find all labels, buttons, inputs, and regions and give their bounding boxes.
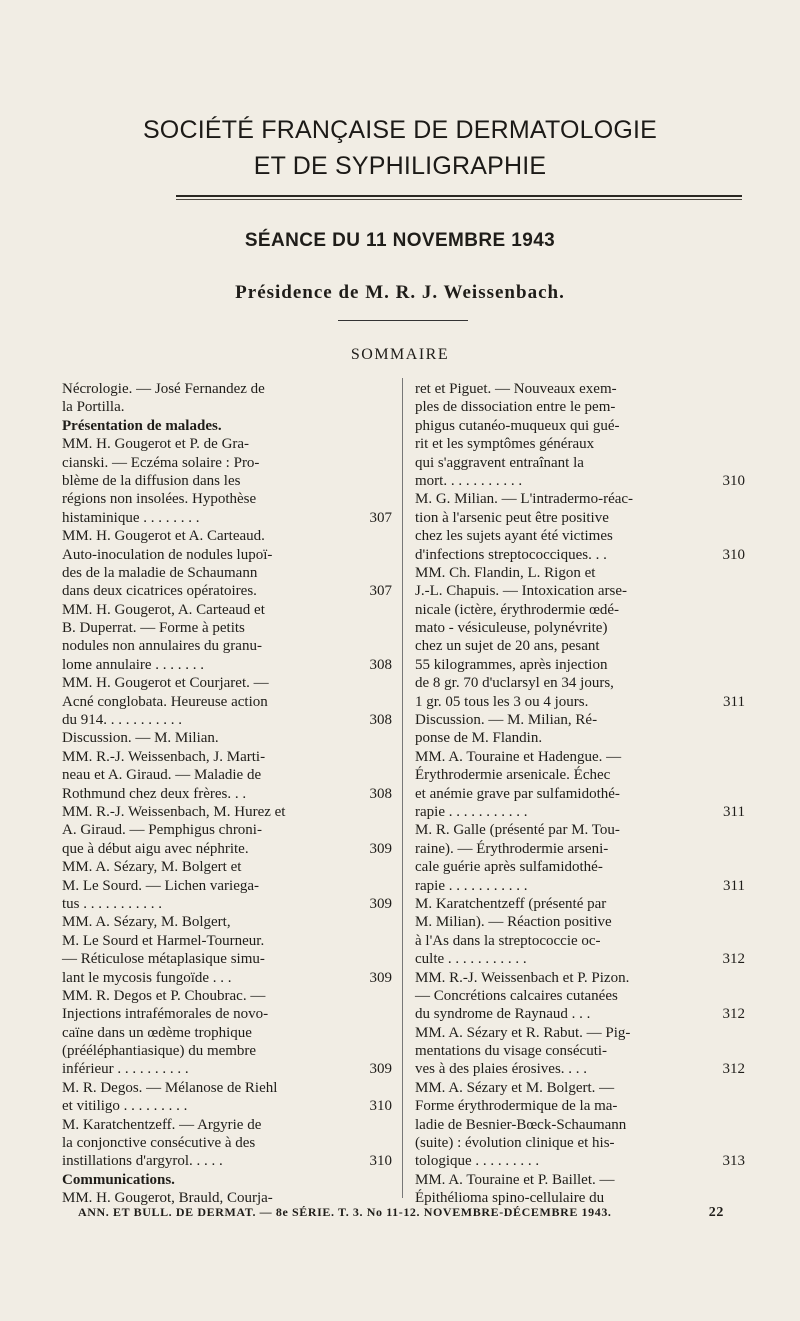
journal-footer xyxy=(78,1205,724,1220)
entry-text: et vitiligo . . . . . . . . . xyxy=(62,1098,188,1115)
short-divider xyxy=(338,320,468,321)
entry-page-number: 312 xyxy=(722,1061,745,1078)
summary-entry-line xyxy=(62,877,392,895)
summary-entry-line xyxy=(415,987,745,1005)
entry-page-number: 311 xyxy=(723,693,745,710)
entry-text: Communications. xyxy=(62,1171,175,1188)
entry-page-number: 313 xyxy=(722,1153,745,1170)
header-rule-thin xyxy=(176,199,742,200)
entry-text: Acné conglobata. Heureuse action xyxy=(62,693,268,710)
entry-page-number: 310 xyxy=(722,472,745,489)
entry-text: mentations du visage consécuti- xyxy=(415,1043,608,1060)
entry-text: inférieur . . . . . . . . . . xyxy=(62,1061,189,1078)
entry-text: chez un sujet de 20 ans, pesant xyxy=(415,638,600,655)
summary-entry-line xyxy=(62,1134,392,1152)
summary-heading: SOMMAIRE xyxy=(350,346,450,363)
summary-entry-line xyxy=(62,454,392,472)
entry-text: nicale (ictère, érythrodermie œdé- xyxy=(415,601,620,618)
summary-entry-line xyxy=(415,766,745,784)
summary-entry-line-with-page xyxy=(415,472,745,490)
entry-text: neau et A. Giraud. — Maladie de xyxy=(62,767,262,784)
summary-entry-line xyxy=(415,840,745,858)
summary-entry-line xyxy=(415,1171,745,1189)
summary-entry-line xyxy=(62,674,392,692)
summary-entry-line xyxy=(62,1079,392,1097)
summary-entry-line xyxy=(62,490,392,508)
summary-entry-line xyxy=(415,601,745,619)
entry-text: Épithélioma spino-cellulaire du xyxy=(415,1190,605,1207)
entry-text: MM. A. Touraine et P. Baillet. — xyxy=(415,1171,615,1188)
entry-text: de 8 gr. 70 d'uclarsyl en 34 jours, xyxy=(415,675,614,692)
entry-text: chez les sujets ayant été victimes xyxy=(415,528,613,545)
summary-entry-line xyxy=(62,858,392,876)
entry-page-number: 310 xyxy=(722,546,745,563)
entry-page-number: 308 xyxy=(369,712,392,729)
entry-text: Érythrodermie arsenicale. Échec xyxy=(415,767,611,784)
entry-text: MM. A. Sézary et M. Bolgert. — xyxy=(415,1079,615,1096)
entry-text: Rothmund chez deux frères. . . xyxy=(62,785,247,802)
entry-text: la conjonctive consécutive à des xyxy=(62,1135,256,1152)
page-number: 22 xyxy=(708,1205,724,1220)
summary-entry-line xyxy=(415,435,745,453)
entry-text: M. Karatchentzeff (présenté par xyxy=(415,895,607,912)
entry-text: tion à l'arsenic peut être positive xyxy=(415,509,609,526)
entry-text: qui s'aggravent entraînant la xyxy=(415,454,584,471)
entry-text: M. Le Sourd. — Lichen variega- xyxy=(62,877,260,894)
summary-entry-line xyxy=(415,527,745,545)
summary-entry-line xyxy=(415,509,745,527)
summary-entry-line xyxy=(62,1024,392,1042)
footer-citation: ANN. ET BULL. DE DERMAT. — 8e SÉRIE. T. 3. No 11-12. NOVEMBRE-DÉCEMBRE 1943. xyxy=(78,1205,612,1219)
summary-entry-line-with-page xyxy=(62,711,392,729)
entry-text: MM. Ch. Flandin, L. Rigon et xyxy=(415,564,596,581)
summary-entry-line xyxy=(415,913,745,931)
entry-text: MM. H. Gougerot et A. Carteaud. xyxy=(62,528,265,545)
entry-text: nodules non annulaires du granu- xyxy=(62,638,262,655)
entry-text: MM. A. Sézary, M. Bolgert et xyxy=(62,859,242,876)
entry-text: ret et Piguet. — Nouveaux exem- xyxy=(415,381,617,397)
summary-entry-line xyxy=(415,821,745,839)
summary-entry-line xyxy=(415,748,745,766)
column-separator xyxy=(402,378,403,1198)
entry-text: MM. R.-J. Weissenbach et P. Pizon. xyxy=(415,969,630,986)
entry-page-number: 308 xyxy=(369,656,392,673)
entry-text: lant le mycosis fungoïde . . . xyxy=(62,969,232,986)
entry-page-number: 312 xyxy=(722,1006,745,1023)
entry-text: rapie . . . . . . . . . . . xyxy=(415,877,528,894)
entry-text: Forme érythrodermique de la ma- xyxy=(415,1098,618,1115)
entry-text: M. Milian). — Réaction positive xyxy=(415,914,612,931)
entry-text: du 914. . . . . . . . . . . xyxy=(62,712,182,729)
entry-text: MM. R.-J. Weissenbach, J. Marti- xyxy=(62,748,266,765)
entry-text: MM. R. Degos et P. Choubrac. — xyxy=(62,987,266,1004)
summary-entry-line-with-page xyxy=(62,1060,392,1078)
summary-entry-line xyxy=(62,637,392,655)
summary-entry-line-with-page xyxy=(415,546,745,564)
summary-entry-line xyxy=(415,1097,745,1115)
entry-page-number: 309 xyxy=(369,969,392,986)
entry-text: MM. R.-J. Weissenbach, M. Hurez et xyxy=(62,803,286,820)
summary-entry-line-with-page xyxy=(415,877,745,895)
summary-entry-line xyxy=(415,785,745,803)
session-date-heading: SÉANCE DU 11 NOVEMBRE 1943 xyxy=(244,230,556,251)
society-title-line2: ET DE SYPHILIGRAPHIE xyxy=(253,152,547,180)
summary-entry-line xyxy=(62,380,392,398)
entry-text: Injections intrafémorales de novo- xyxy=(62,1006,269,1023)
entry-text: (suite) : évolution clinique et his- xyxy=(415,1135,615,1152)
entry-text: MM. A. Touraine et Hadengue. — xyxy=(415,748,622,765)
summary-entry-line xyxy=(62,1116,392,1134)
entry-text: MM. A. Sézary et R. Rabut. — Pig- xyxy=(415,1024,631,1041)
entry-text: mort. . . . . . . . . . . xyxy=(415,472,523,489)
summary-entry-line xyxy=(415,932,745,950)
summary-entry-line xyxy=(62,435,392,453)
entry-text: M. R. Degos. — Mélanose de Riehl xyxy=(62,1079,278,1096)
entry-text: cale guérie après sulfamidothé- xyxy=(415,859,603,876)
entry-text: du syndrome de Raynaud . . . xyxy=(415,1006,591,1023)
summary-entry-line xyxy=(62,1171,392,1189)
summary-entry-line xyxy=(415,895,745,913)
entry-text: que à début aigu avec néphrite. xyxy=(62,840,249,857)
entry-text: 1 gr. 05 tous les 3 ou 4 jours. xyxy=(415,693,589,710)
summary-entry-line xyxy=(62,1042,392,1060)
presidency-line: Présidence de M. R. J. Weissenbach. xyxy=(235,282,565,303)
entry-text: rapie . . . . . . . . . . . xyxy=(415,803,528,820)
entry-text: MM. A. Sézary, M. Bolgert, xyxy=(62,914,231,931)
entry-text: MM. H. Gougerot et Courjaret. — xyxy=(62,675,269,692)
summary-entry-line-with-page xyxy=(415,950,745,968)
society-title-line1: SOCIÉTÉ FRANÇAISE DE DERMATOLOGIE xyxy=(142,116,658,144)
summary-entry-line xyxy=(415,454,745,472)
entry-text: — Concrétions calcaires cutanées xyxy=(415,987,618,1004)
summary-entry-line xyxy=(415,619,745,637)
summary-entry-line xyxy=(415,1116,745,1134)
summary-entry-line xyxy=(62,932,392,950)
summary-entry-line-with-page xyxy=(62,969,392,987)
summary-right-column xyxy=(415,380,745,1208)
entry-text: ves à des plaies érosives. . . . xyxy=(415,1061,588,1078)
entry-text: Discussion. — M. Milian. xyxy=(62,730,219,747)
summary-entry-line xyxy=(62,950,392,968)
entry-page-number: 307 xyxy=(369,583,392,600)
summary-entry-line xyxy=(62,729,392,747)
summary-entry-line-with-page xyxy=(62,785,392,803)
summary-entry-line xyxy=(62,417,392,435)
summary-entry-line xyxy=(415,729,745,747)
summary-entry-line xyxy=(62,693,392,711)
entry-page-number: 310 xyxy=(369,1098,392,1115)
entry-text: lome annulaire . . . . . . . xyxy=(62,656,205,673)
summary-entry-line xyxy=(62,398,392,416)
summary-entry-line xyxy=(62,748,392,766)
summary-entry-line xyxy=(415,490,745,508)
summary-entry-line-with-page xyxy=(62,656,392,674)
entry-text: phigus cutanéo-muqueux qui gué- xyxy=(415,417,620,434)
summary-entry-line xyxy=(62,564,392,582)
summary-entry-line xyxy=(415,564,745,582)
entry-text: — Réticulose métaplasique simu- xyxy=(62,951,265,968)
summary-entry-line-with-page xyxy=(62,582,392,600)
entry-text: ponse de M. Flandin. xyxy=(415,730,543,747)
summary-entry-line xyxy=(415,969,745,987)
summary-entry-line xyxy=(62,619,392,637)
entry-text: A. Giraud. — Pemphigus chroni- xyxy=(62,822,262,839)
entry-text: à l'As dans la streptococcie oc- xyxy=(415,932,601,949)
entry-text: la Portilla. xyxy=(62,399,125,416)
entry-text: MM. H. Gougerot, A. Carteaud et xyxy=(62,601,265,618)
summary-entry-line xyxy=(415,1079,745,1097)
entry-page-number: 308 xyxy=(369,785,392,802)
entry-text: J.-L. Chapuis. — Intoxication arse- xyxy=(415,583,628,600)
summary-entry-line xyxy=(62,913,392,931)
entry-text: histaminique . . . . . . . . xyxy=(62,509,200,526)
entry-text: ples de dissociation entre le pem- xyxy=(415,399,616,416)
entry-text: culte . . . . . . . . . . . xyxy=(415,951,527,968)
entry-text: Nécrologie. — José Fernandez de xyxy=(62,381,265,397)
summary-entry-line-with-page xyxy=(62,1152,392,1170)
entry-text: (prééléphantiasique) du membre xyxy=(62,1043,257,1060)
summary-entry-line xyxy=(415,858,745,876)
entry-page-number: 310 xyxy=(369,1153,392,1170)
summary-entry-line xyxy=(62,546,392,564)
summary-entry-line xyxy=(415,674,745,692)
summary-entry-line xyxy=(415,656,745,674)
summary-entry-line-with-page xyxy=(415,1060,745,1078)
entry-text: M. Le Sourd et Harmel-Tourneur. xyxy=(62,932,265,949)
entry-page-number: 309 xyxy=(369,840,392,857)
entry-text: des de la maladie de Schaumann xyxy=(62,564,258,581)
entry-text: Discussion. — M. Milian, Ré- xyxy=(415,712,598,729)
entry-text: 55 kilogrammes, après injection xyxy=(415,656,608,673)
entry-page-number: 309 xyxy=(369,895,392,912)
entry-text: mato - vésiculeuse, polynévrite) xyxy=(415,620,608,637)
entry-page-number: 312 xyxy=(722,951,745,968)
entry-text: ladie de Besnier-Bœck-Schaumann xyxy=(415,1116,627,1133)
summary-entry-line xyxy=(415,637,745,655)
entry-text: d'infections streptococciques. . . xyxy=(415,546,607,563)
entry-text: MM. H. Gougerot et P. de Gra- xyxy=(62,436,250,453)
summary-entry-line xyxy=(62,527,392,545)
summary-entry-line xyxy=(62,472,392,490)
summary-entry-line xyxy=(62,821,392,839)
summary-entry-line-with-page xyxy=(62,1097,392,1115)
entry-page-number: 309 xyxy=(369,1061,392,1078)
summary-entry-line xyxy=(62,803,392,821)
entry-text: M. G. Milian. — L'intradermo-réac- xyxy=(415,491,634,508)
entry-text: B. Duperrat. — Forme à petits xyxy=(62,620,245,637)
entry-page-number: 307 xyxy=(369,509,392,526)
entry-text: M. Karatchentzeff. — Argyrie de xyxy=(62,1116,262,1133)
entry-text: Présentation de malades. xyxy=(62,417,222,434)
entry-text: régions non insolées. Hypothèse xyxy=(62,491,257,508)
entry-text: dans deux cicatrices opératoires. xyxy=(62,583,257,600)
summary-entry-line-with-page xyxy=(415,693,745,711)
entry-text: raine). — Érythrodermie arseni- xyxy=(415,840,609,857)
entry-text: blème de la diffusion dans les xyxy=(62,472,241,489)
summary-entry-line-with-page xyxy=(415,803,745,821)
summary-entry-line xyxy=(62,601,392,619)
summary-entry-line xyxy=(415,1024,745,1042)
summary-entry-line xyxy=(62,766,392,784)
summary-entry-line xyxy=(415,1134,745,1152)
summary-entry-line-with-page xyxy=(62,840,392,858)
summary-entry-line-with-page xyxy=(62,509,392,527)
entry-page-number: 311 xyxy=(723,803,745,820)
entry-text: caïne dans un œdème trophique xyxy=(62,1024,252,1041)
entry-text: rit et les symptômes généraux xyxy=(415,436,595,453)
summary-left-column xyxy=(62,380,392,1208)
summary-entry-line xyxy=(415,711,745,729)
summary-entry-line xyxy=(415,398,745,416)
entry-text: et anémie grave par sulfamidothé- xyxy=(415,785,620,802)
summary-entry-line xyxy=(415,380,745,398)
entry-text: tologique . . . . . . . . . xyxy=(415,1153,540,1170)
summary-entry-line xyxy=(415,1042,745,1060)
entry-page-number: 311 xyxy=(723,877,745,894)
header-rule-thick xyxy=(176,195,742,197)
summary-entry-line xyxy=(62,987,392,1005)
summary-entry-line xyxy=(415,417,745,435)
summary-entry-line-with-page xyxy=(415,1152,745,1170)
entry-text: cianski. — Eczéma solaire : Pro- xyxy=(62,454,260,471)
entry-text: MM. H. Gougerot, Brauld, Courja- xyxy=(62,1190,273,1207)
entry-text: instillations d'argyrol. . . . . xyxy=(62,1153,223,1170)
summary-entry-line xyxy=(62,1005,392,1023)
summary-entry-line xyxy=(415,582,745,600)
summary-entry-line-with-page xyxy=(62,895,392,913)
entry-text: tus . . . . . . . . . . . xyxy=(62,895,163,912)
entry-text: Auto-inoculation de nodules lupoï- xyxy=(62,546,273,563)
summary-entry-line-with-page xyxy=(415,1005,745,1023)
entry-text: M. R. Galle (présenté par M. Tou- xyxy=(415,822,620,839)
